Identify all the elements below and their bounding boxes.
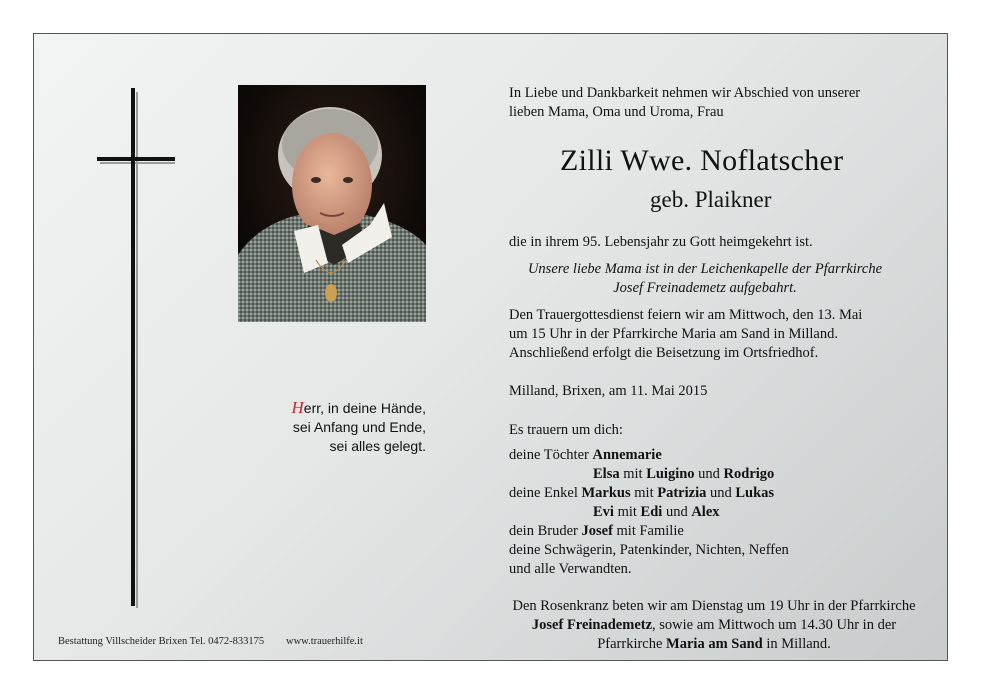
verse-initial: H — [291, 398, 304, 417]
mourner-line-inlaws: deine Schwägerin, Patenkinder, Nichten, Neffen — [509, 542, 789, 558]
rosary-notice: Den Rosenkranz beten wir am Dienstag um 19 Uhr in der Pfarrkirche Josef Freinademetz, sowie am Mittwoch um 14.30 Uhr in der Pfarrkirche Maria am Sand in Milland. — [512, 598, 916, 652]
passed-text: die in ihrem 95. Lebensjahr zu Gott heimgekehrt ist. — [509, 234, 813, 250]
portrait-photo — [238, 85, 426, 322]
mourner-line-evi: Evi mit Edi und Alex — [593, 504, 720, 520]
intro-text: In Liebe und Dankbarkeit nehmen wir Abschied von unserer lieben Mama, Oma und Uroma, Frau — [509, 85, 861, 120]
bible-verse: Herr, in deine Hände, sei Anfang und Ende, sei alles gelegt. — [291, 398, 426, 454]
mourner-line-relatives: und alle Verwandten. — [509, 561, 632, 577]
deceased-name: Zilli Wwe. Noflatscher — [560, 144, 844, 177]
laid-out-notice: Unsere liebe Mama ist in der Leichenkapelle der Pfarrkirche Josef Freinademetz aufgebahrt. — [527, 261, 883, 296]
mourner-line-elsa: Elsa mit Luigino und Rodrigo — [593, 466, 775, 482]
mourners-list — [509, 446, 789, 579]
mourner-line-grandchildren: deine Enkel Markus mit Patrizia und Lukas — [509, 485, 775, 501]
undertaker-info: Bestattung Villscheider Brixen Tel. 0472-833175 — [58, 636, 265, 647]
place-date: Milland, Brixen, am 11. Mai 2015 — [509, 383, 708, 399]
website-link[interactable]: www.trauerhilfe.it — [286, 636, 363, 647]
mourner-line-daughters: deine Töchter Annemarie — [509, 447, 662, 463]
maiden-name: geb. Plaikner — [650, 187, 772, 212]
service-notice: Den Trauergottesdienst feiern wir am Mittwoch, den 13. Mai um 15 Uhr in der Pfarrkirche Maria am Sand in Milland. Anschließend erfolgt die Beisetzung im Ortsfriedhof. — [509, 307, 863, 361]
mourner-line-brother: dein Bruder Josef mit Familie — [509, 523, 684, 539]
mourners-heading: Es trauern um dich: — [509, 422, 623, 438]
